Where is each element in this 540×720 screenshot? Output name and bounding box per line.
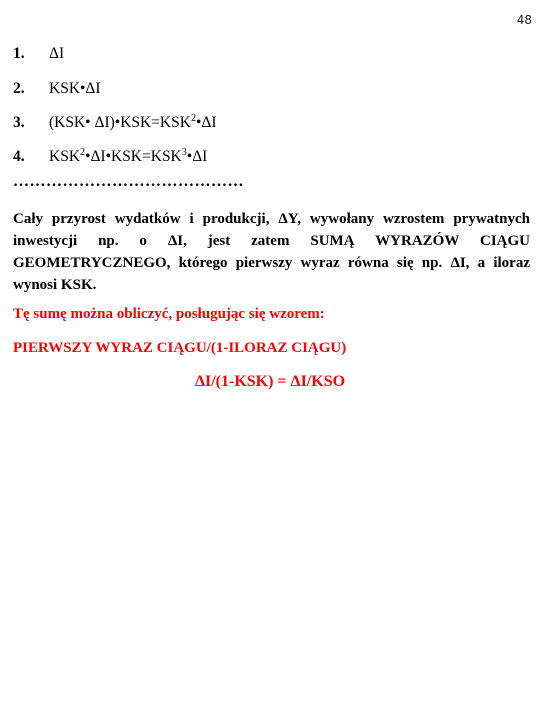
step-number: 4. <box>13 148 25 165</box>
formula-exponent: 2 <box>80 146 86 158</box>
explanation-paragraph: Cały przyrost wydatków i produkcji, ΔY, wywołany wzrostem prywatnych inwestycji np. o ΔI, jest zatem SUMĄ WYRAZÓW CIĄGU GEOMETRYCZNEGO, którego pierwszy wyraz równa się np. ΔI, a iloraz wynosi KSK. <box>13 211 530 293</box>
formula-rule-text: PIERWSZY WYRAZ CIĄGU/(1-ILORAZ CIĄGU) <box>13 340 347 356</box>
instruction-text: Tę sumę można obliczyć, posługując się wzorem: <box>13 306 325 322</box>
formula-segment: •ΔI <box>195 114 217 131</box>
step-number: 1. <box>13 45 25 62</box>
step-formula: ΔI <box>49 45 65 62</box>
step-number: 3. <box>13 114 25 131</box>
ellipsis-divider: …………………………………… <box>13 173 244 190</box>
page-number: 48 <box>516 13 532 27</box>
step-formula <box>49 114 217 132</box>
final-formula: ΔI/(1-KSK) = ΔI/KSO <box>194 373 346 390</box>
formula-segment: •ΔI•KSK=KSK <box>85 148 182 165</box>
formula-segment: (KSK• ΔI)•KSK=KSK <box>49 114 191 131</box>
formula-exponent: 2 <box>190 112 196 124</box>
formula-exponent: 3 <box>181 146 187 158</box>
formula-segment: •ΔI <box>186 148 208 165</box>
formula-segment: KSK <box>49 148 81 165</box>
step-formula <box>49 148 207 166</box>
step-number: 2. <box>13 80 25 97</box>
step-formula: KSK•ΔI <box>49 80 101 97</box>
